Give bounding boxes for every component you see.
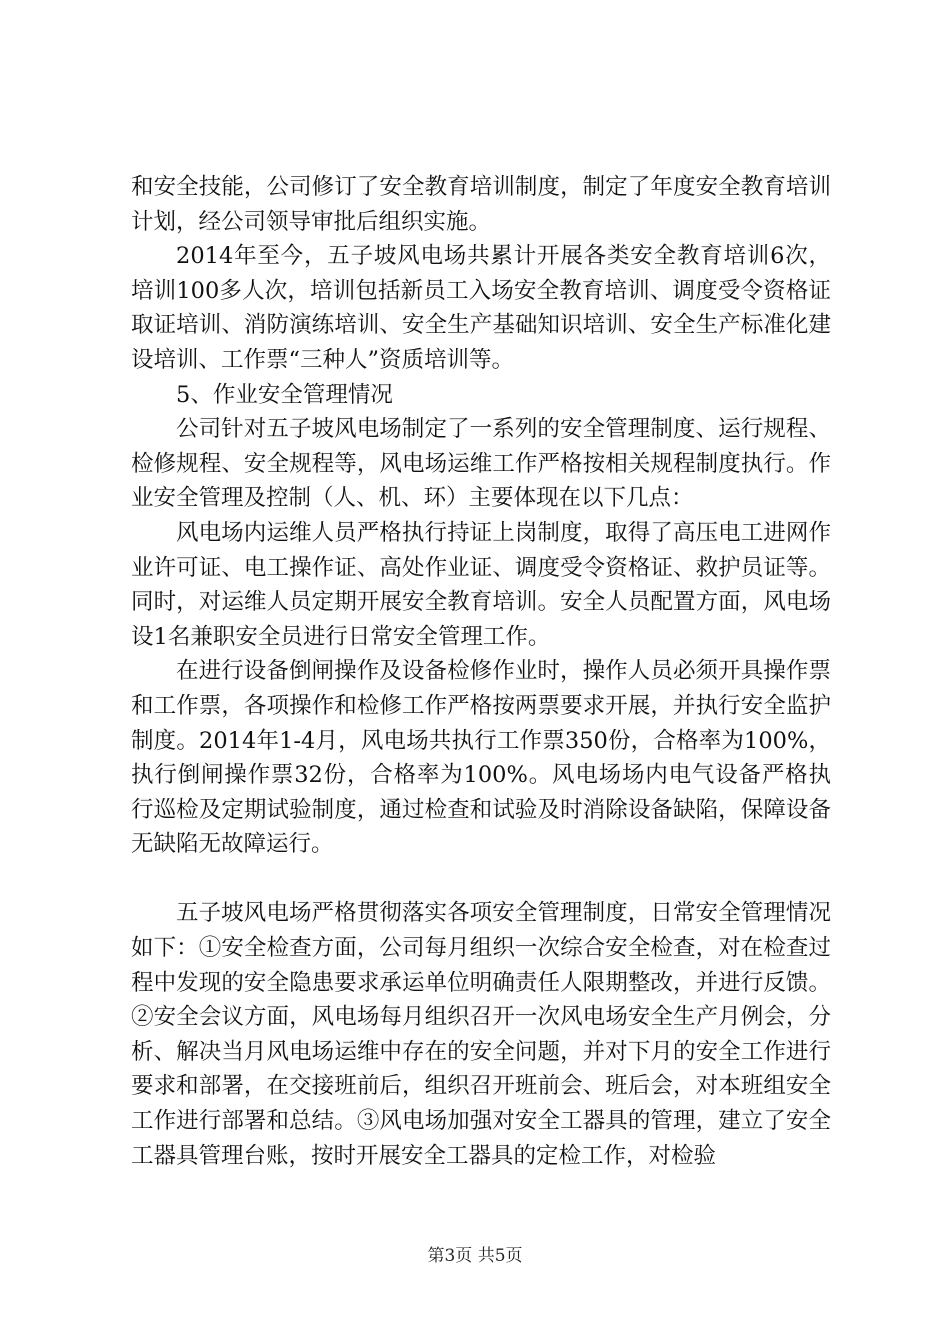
- section-heading: 5、作业安全管理情况: [176, 381, 393, 408]
- paragraph-daily-safety-management: 五子坡风电场严格贯彻落实各项安全管理制度，日常安全管理情况如下：①安全检查方面，公司每月组织一次综合安全检查，对在检查过程中发现的安全隐患要求承运单位明确责任人限期整改，并进行反馈。②安全会议方面，风电场每月组织召开一次风电场安全生产月例会，分析、解决当月风电场运维中存在的安全问题，并对下月的安全工作进行要求和部署，在交接班前后，组织召开班前会、班后会，对本班组安全工作进行部署和总结。③风电场加强对安全工器具的管理，建立了安全工器具管理台账，按时开展安全工器具的定检工作，对检验: [131, 900, 831, 1169]
- paragraph-staff-certification: 风电场内运维人员严格执行持证上岗制度，取得了高压电工进网作业许可证、电工操作证、高处作业证、调度受令资格证、救护员证等。同时，对运维人员定期开展安全教育培训。安全人员配置方面，风电场设1名兼职安全员进行日常安全管理工作。: [131, 519, 831, 650]
- paragraph-continuation: 和安全技能，公司修订了安全教育培训制度，制定了年度安全教育培训计划，经公司领导审批后组织实施。: [131, 174, 831, 235]
- document-body: [131, 170, 831, 1173]
- paragraph-training-stats: 2014年至今，五子坡风电场共累计开展各类安全教育培训6次，培训100多人次，培训包括新员工入场安全教育培训、调度受令资格证取证培训、消防演练培训、安全生产基础知识培训、安全生产标准化建设培训、工作票“三种人”资质培训等。: [131, 243, 831, 373]
- paragraph-operation-tickets: 在进行设备倒闸操作及设备检修作业时，操作人员必须开具操作票和工作票，各项操作和检修工作严格按两票要求开展，并执行安全监护制度。2014年1-4月，风电场共执行工作票350份，合格率为100%，执行倒闸操作票32份，合格率为100%。风电场场内电气设备严格执行巡检及定期试验制度，通过检查和试验及时消除设备缺陷，保障设备无缺陷无故障运行。: [131, 658, 831, 858]
- paragraph-work-safety-intro: 公司针对五子坡风电场制定了一系列的安全管理制度、运行规程、检修规程、安全规程等，风电场运维工作严格按相关规程制度执行。作业安全管理及控制（人、机、环）主要体现在以下几点：: [131, 416, 831, 512]
- page-number-footer: 第3页 共5页: [427, 1246, 523, 1266]
